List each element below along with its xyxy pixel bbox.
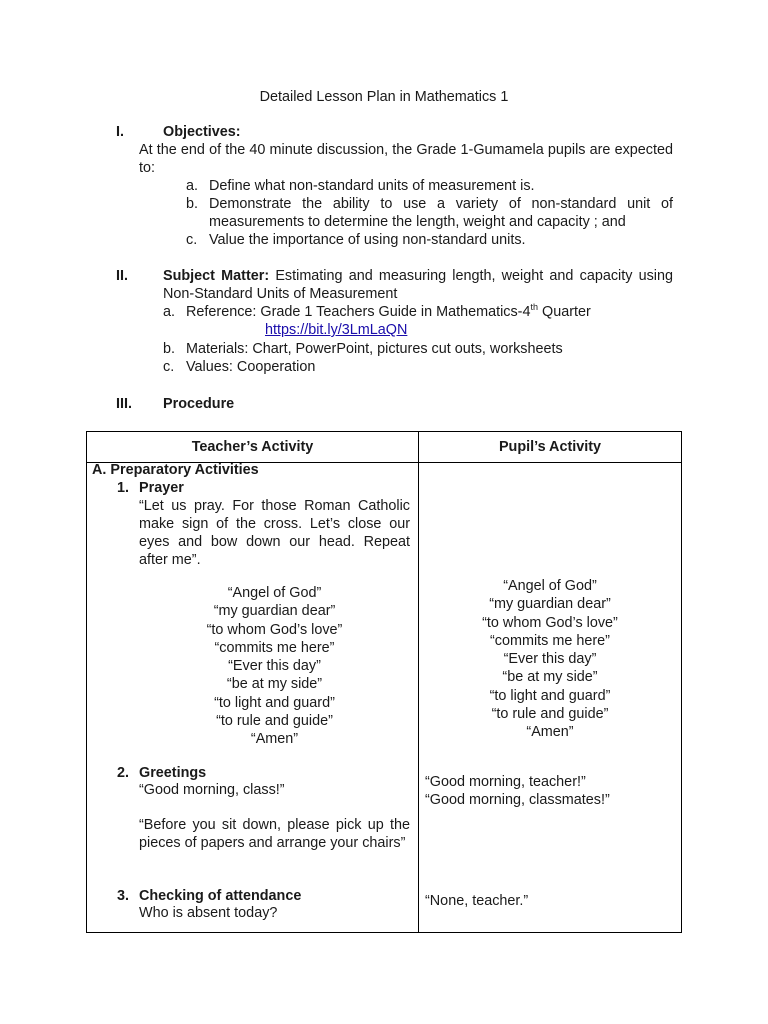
procedure-heading: Procedure: [163, 396, 235, 412]
materials-text: Materials: Chart, PowerPoint, pictures cut outs, worksheets: [186, 341, 563, 357]
teacher-prayer-line: “to light and guard”: [214, 694, 335, 711]
objectives-intro: At the end of the 40 minute discussion, the Grade 1-Gumamela pupils are expected to:: [139, 142, 673, 176]
greetings-pupil-line-2: “Good morning, classmates!”: [425, 792, 610, 808]
attendance-pupil-line: “None, teacher.”: [425, 893, 529, 909]
teacher-prayer-line: “Angel of God”: [227, 585, 322, 601]
subject-matter-heading: Subject Matter:: [163, 268, 270, 284]
prayer-number: 1.: [117, 480, 130, 496]
pupil-activity-header: Pupil’s Activity: [498, 439, 602, 455]
preparatory-activities-heading: A. Preparatory Activities: [92, 462, 259, 478]
pupil-prayer-line: “my guardian dear”: [489, 596, 611, 613]
greetings-label: Greetings: [139, 765, 207, 781]
teacher-prayer-line: “Amen”: [250, 731, 299, 748]
teacher-prayer-line: “commits me here”: [214, 639, 335, 656]
teacher-prayer-line: “my guardian dear”: [213, 603, 336, 620]
objective-a-text: Define what non-standard units of measurement is.: [209, 178, 535, 194]
prayer-label: Prayer: [139, 480, 184, 496]
pupil-prayer-line: “Amen”: [526, 724, 574, 741]
greetings-teacher-instruction: “Before you sit down, please pick up the pieces of papers and arrange your chairs”: [139, 817, 410, 851]
attendance-teacher-line: Who is absent today?: [139, 905, 278, 921]
pupil-prayer-line: “Angel of God”: [503, 578, 597, 594]
procedure-number: III.: [116, 396, 132, 412]
greetings-number: 2.: [117, 765, 130, 781]
attendance-label: Checking of attendance: [139, 888, 302, 904]
teacher-prayer-line: “Ever this day”: [228, 658, 321, 675]
pupil-prayer-line: “to light and guard”: [489, 687, 611, 704]
pupil-prayer-line: “to rule and guide”: [491, 706, 609, 723]
pupil-prayer-lines: [419, 577, 681, 742]
pupil-prayer-line: “commits me here”: [490, 632, 610, 649]
subject-matter-paragraph: [163, 267, 673, 303]
teacher-prayer-line: “to rule and guide”: [216, 713, 333, 730]
greetings-pupil-line-1: “Good morning, teacher!”: [425, 774, 586, 790]
pupil-prayer-line: “be at my side”: [502, 669, 598, 686]
teacher-prayer-line: “be at my side”: [226, 676, 323, 693]
objectives-number: I.: [116, 124, 124, 140]
values-text: Values: Cooperation: [186, 359, 316, 375]
objective-b-letter: b.: [186, 196, 199, 212]
subject-matter-number: II.: [116, 268, 128, 284]
attendance-number: 3.: [117, 888, 130, 904]
teacher-prayer-lines: [139, 584, 410, 749]
teacher-activity-header: Teacher’s Activity: [191, 439, 314, 455]
subject-matter-text: Estimating and measuring length, weight and capacity using Non-Standard Units of Measurement: [163, 268, 673, 302]
pupil-prayer-line: “to whom God’s love”: [482, 614, 618, 631]
reference-quarter: Quarter: [538, 304, 591, 320]
reference-line: [186, 303, 591, 321]
reference-letter: a.: [163, 304, 176, 320]
values-letter: c.: [163, 359, 175, 375]
objective-b-text: Demonstrate the ability to use a variety of non-standard unit of measurements to determine the length, weight and capacity ; and: [209, 196, 673, 230]
greetings-teacher-line: “Good morning, class!”: [139, 782, 285, 798]
objective-a-letter: a.: [186, 178, 199, 194]
objective-c-text: Value the importance of using non-standard units.: [209, 232, 526, 248]
reference-superscript: th: [530, 302, 538, 313]
materials-letter: b.: [163, 341, 176, 357]
page-title: Detailed Lesson Plan in Mathematics 1: [259, 89, 509, 105]
objective-c-letter: c.: [186, 232, 198, 248]
prayer-instruction: “Let us pray. For those Roman Catholic make sign of the cross. Let’s close our eyes and bow down our head. Repeat after me”.: [139, 498, 410, 568]
reference-text: Reference: Grade 1 Teachers Guide in Mathematics-4: [186, 304, 531, 320]
reference-link[interactable]: https://bit.ly/3LmLaQN: [265, 322, 408, 338]
teacher-prayer-line: “to whom God’s love”: [206, 621, 343, 638]
pupil-prayer-line: “Ever this day”: [503, 651, 597, 668]
activity-table: [86, 431, 682, 933]
objectives-heading: Objectives:: [163, 124, 241, 140]
